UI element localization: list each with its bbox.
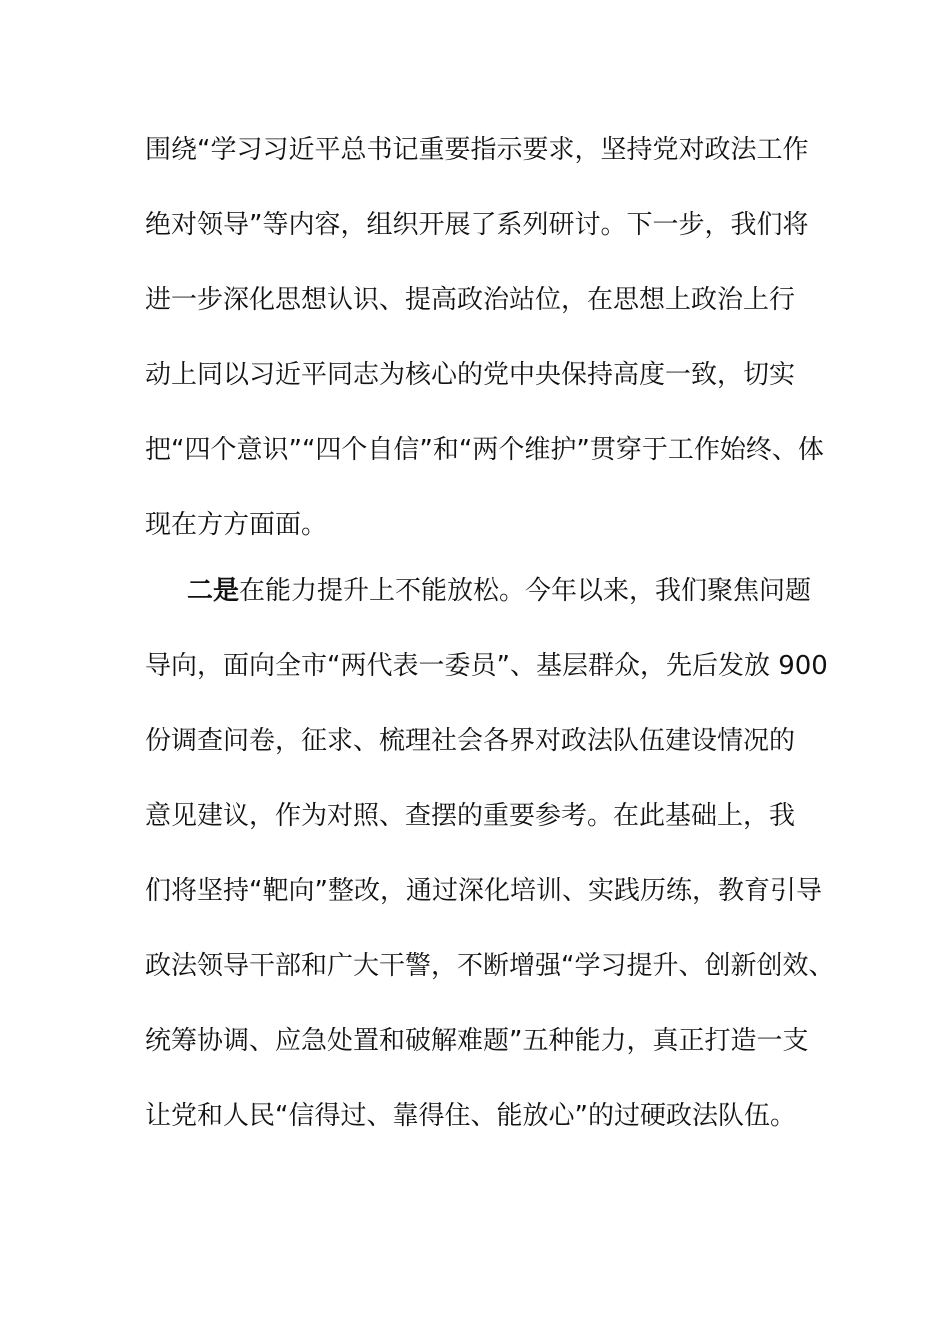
paragraph1-line-3: 进一步深化思想认识、提高政治站位，在思想上政治上行 — [145, 285, 796, 315]
paragraph2-line-6: 政法领导干部和广大干警，不断增强“学习提升、创新创效、 — [145, 951, 835, 981]
paragraph1-line-1: 围绕“学习习近平总书记重要指示要求，坚持党对政法工作 — [145, 135, 809, 165]
paragraph2-line-1 — [187, 575, 815, 607]
paragraph2-line-3: 份调查问卷，征求、梳理社会各界对政法队伍建设情况的 — [145, 726, 796, 756]
paragraph2-line-5: 们将坚持“靶向”整改，通过深化培训、实践历练，教育引导 — [145, 876, 822, 906]
paragraph2-line-4: 意见建议，作为对照、查摆的重要参考。在此基础上，我 — [145, 801, 796, 831]
paragraph1-line-2: 绝对领导”等内容，组织开展了系列研讨。下一步，我们将 — [145, 210, 809, 240]
paragraph1-line-4: 动上同以习近平同志为核心的党中央保持高度一致，切实 — [145, 360, 796, 390]
paragraph2-line-7: 统筹协调、应急处置和破解难题”五种能力，真正打造一支 — [145, 1026, 809, 1056]
paragraph2-line-8: 让党和人民“信得过、靠得住、能放心”的过硬政法队伍。 — [145, 1101, 796, 1131]
paragraph2-lead: 二是 — [187, 576, 240, 606]
paragraph2-line-1-rest: 在能力提升上不能放松。今年以来，我们聚焦问题 — [239, 576, 812, 606]
paragraph1-line-5: 把“四个意识”“四个自信”和“两个维护”贯穿于工作始终、体 — [145, 435, 824, 465]
paragraph1-line-6: 现在方方面面。 — [145, 510, 328, 540]
paragraph2-line-2: 导向，面向全市“两代表一委员”、基层群众，先后发放 900 — [145, 651, 828, 681]
